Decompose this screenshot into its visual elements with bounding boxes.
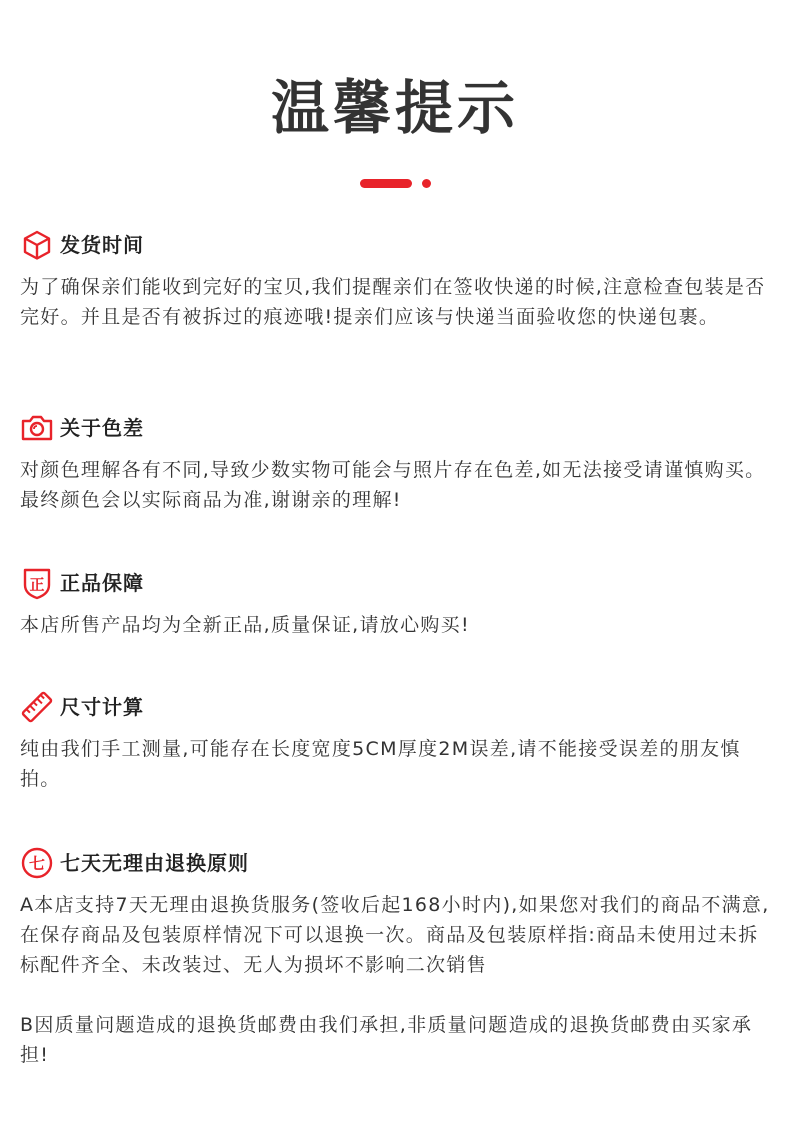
section-body: 纯由我们手工测量,可能存在长度宽度5CM厚度2M误差,请不能接受误差的朋友慎拍。: [20, 738, 741, 790]
divider-dot: [422, 179, 431, 188]
section-header: [20, 690, 772, 724]
section-body: 本店所售产品均为全新正品,质量保证,请放心购买!: [20, 614, 470, 636]
ruler-icon: [20, 690, 54, 724]
page-title: 温馨提示: [270, 74, 519, 142]
section-title: 尺寸计算: [60, 695, 144, 719]
seven-days-icon: [20, 846, 54, 880]
section-title: 关于色差: [60, 416, 144, 440]
section-authentic-guarantee: [20, 566, 772, 640]
section-header: [20, 228, 772, 262]
section-title: 发货时间: [60, 233, 144, 257]
section-color-difference: [20, 411, 772, 515]
camera-icon: [20, 411, 54, 445]
section-body: A本店支持7天无理由退换货服务(签收后起168小时内),如果您对我们的商品不满意,在保存商品及包装原样情况下可以退换一次。商品及包装原样指:商品未使用过未拆标配件齐全、未改装过、无人为损坏不影响二次销售: [20, 894, 770, 976]
section-header: [20, 566, 772, 600]
section-body: 为了确保亲们能收到完好的宝贝,我们提醒亲们在签收快递的时候,注意检查包装是否完好。并且是否有被拆过的痕迹哦!提亲们应该与快递当面验收您的快递包裹。: [20, 276, 766, 328]
section-title: 七天无理由退换原则: [60, 851, 249, 875]
section-header: [20, 846, 772, 880]
box-icon: [20, 228, 54, 262]
section-shipping-time: [20, 228, 772, 332]
seven-icon-char: 七: [28, 854, 46, 873]
title-divider: [360, 179, 432, 189]
section-body: 对颜色理解各有不同,导致少数实物可能会与照片存在色差,如无法接受请谨慎购买。最终颜色会以实际商品为准,谢谢亲的理解!: [20, 459, 766, 511]
section-size-measurement: [20, 690, 772, 794]
section-body-secondary: B因质量问题造成的退换货邮费由我们承担,非质量问题造成的退换货邮费由买家承担!: [20, 1014, 753, 1066]
section-title: 正品保障: [60, 571, 144, 595]
authentic-icon-char: 正: [29, 575, 45, 594]
section-seven-day-return: [20, 846, 772, 1070]
divider-bar: [360, 179, 412, 188]
section-header: [20, 411, 772, 445]
authentic-shield-icon: [20, 566, 54, 600]
